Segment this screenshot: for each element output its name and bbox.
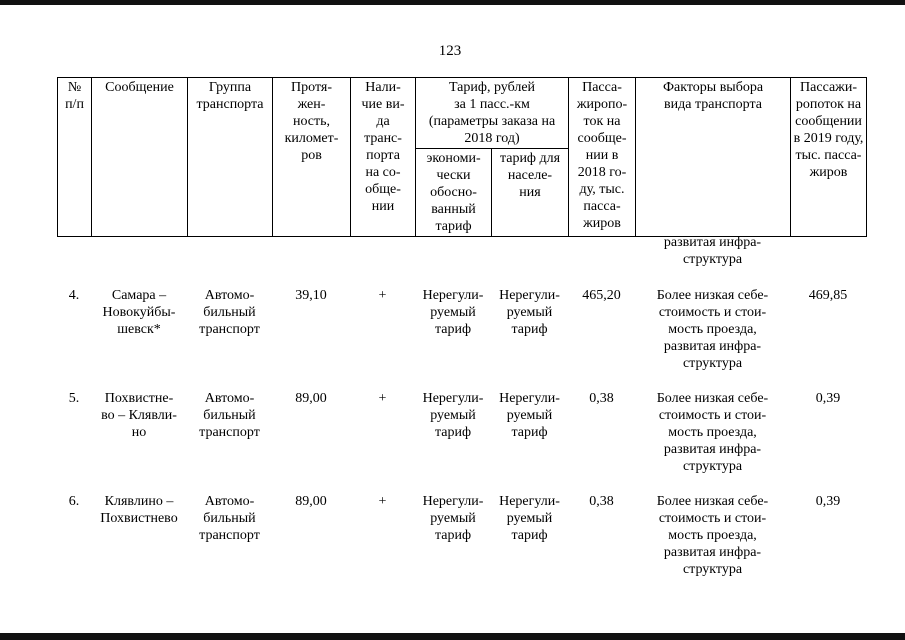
row-route: Клявлино – Похвистнево: [100, 494, 178, 526]
row-availability: +: [378, 494, 387, 509]
row-group: Автомо- бильный транспорт: [199, 288, 260, 337]
table-row: [57, 287, 866, 387]
header-passengers-2019: Пассажи- ропоток на сообщении в 2019 году, тыс. пасса- жиров: [791, 78, 867, 237]
row-tariff-economic: Нерегули- руемый тариф: [422, 391, 484, 440]
row-factors: Более низкая себе- стоимость и стои- мость проезда, развитая инфра- структура: [656, 494, 769, 577]
header-tariff-economic: экономи- чески обосно- ванный тариф: [416, 149, 492, 237]
header-tariff-population: тариф для населе- ния: [492, 149, 569, 237]
header-length: Протя- жен- ность, километ- ров: [273, 78, 351, 237]
header-num: № п/п: [58, 78, 92, 237]
row-passengers-2019: 469,85: [808, 288, 848, 303]
row-passengers-2018: 0,38: [589, 494, 614, 509]
continuation-text: развитая инфра- структура: [663, 235, 762, 267]
row-passengers-2018: 0,38: [589, 391, 614, 406]
row-factors: Более низкая себе- стоимость и стои- мость проезда, развитая инфра- структура: [656, 288, 769, 371]
row-tariff-population: Нерегули- руемый тариф: [499, 391, 560, 440]
row-tariff-population: Нерегули- руемый тариф: [499, 288, 560, 337]
header-group: Группа транспорта: [188, 78, 273, 237]
header-passengers-2018: Пасса- жиропо- ток на сообще- нии в 2018 го- ду, тыс. пасса- жиров: [569, 78, 636, 237]
row-length: 89,00: [295, 494, 327, 509]
table-row: [57, 390, 866, 490]
row-num: 6.: [68, 494, 80, 509]
table-header: [57, 77, 867, 237]
row-group: Автомо- бильный транспорт: [199, 391, 260, 440]
row-length: 39,10: [295, 288, 327, 303]
scan-edge-bottom: [0, 633, 905, 640]
header-tariff: Тариф, рублей за 1 пасс.-км (параметры заказа на 2018 год): [416, 78, 569, 149]
row-group: Автомо- бильный транспорт: [199, 494, 260, 543]
row-factors: Более низкая себе- стоимость и стои- мость проезда, развитая инфра- структура: [656, 391, 769, 474]
header-availability: Нали- чие ви- да транс- порта на со- обще- нии: [351, 78, 416, 237]
row-num: 5.: [68, 391, 80, 406]
row-num: 4.: [68, 288, 80, 303]
row-tariff-economic: Нерегули- руемый тариф: [422, 288, 484, 337]
header-factors: Факторы выбора вида транспорта: [636, 78, 791, 237]
row-availability: +: [378, 391, 387, 406]
row-tariff-population: Нерегули- руемый тариф: [499, 494, 560, 543]
table-row: [57, 493, 866, 593]
row-route: Похвистне- во – Клявли- но: [101, 391, 177, 440]
row-tariff-economic: Нерегули- руемый тариф: [422, 494, 484, 543]
scan-edge-top: [0, 0, 905, 5]
row-length: 89,00: [295, 391, 327, 406]
row-passengers-2019: 0,39: [815, 494, 841, 509]
row-route: Самара – Новокуйбы- шевск*: [102, 288, 176, 337]
row-passengers-2018: 465,20: [582, 288, 621, 303]
header-route: Сообщение: [92, 78, 188, 237]
page-number: 123: [438, 43, 462, 59]
row-availability: +: [378, 288, 387, 303]
row-passengers-2019: 0,39: [815, 391, 841, 406]
